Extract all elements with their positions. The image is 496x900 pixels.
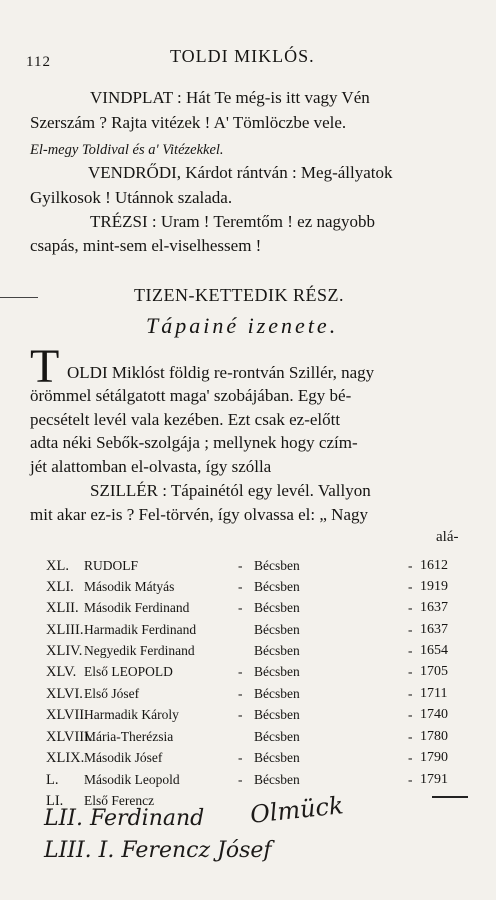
city: Bécsben [254,579,300,594]
city: Bécsben [254,558,300,573]
ruler-name: RUDOLF [84,558,139,573]
row-number: LI. [46,793,64,809]
ruler-name: Harmadik Ferdinand [84,622,197,637]
row-number: XLIV. [46,643,83,659]
table-row [46,662,466,684]
table-row [46,727,466,749]
year: 1791 [420,772,448,787]
dialogue-line: VENDRŐDI, Kárdot rántván : Meg-állyatok [88,163,393,182]
row-number: XLV. [46,664,77,680]
running-title: TOLDI MIKLÓS. [170,46,315,66]
stage-direction: El-megy Toldival és a' Vitézekkel. [30,142,224,158]
ruler-name: Negyedik Ferdinand [84,643,195,658]
ruler-name: Harmadik Károly [84,707,179,722]
row-number: XLIII. [46,622,84,638]
section-subtitle: Tápainé izenete. [146,313,339,338]
year: 1637 [420,600,448,615]
dash: - [408,772,413,787]
dash: - [408,686,413,701]
dash: - [408,643,413,658]
dash: - [238,664,243,679]
year: 1780 [420,729,448,744]
dialogue-line: Szerszám ? Rajta vitézek ! A' Tömlöczbe vele. [30,113,347,132]
drop-cap: T [30,340,60,393]
ruler-name: Második Ferdinand [84,600,190,615]
body-line: jét alattomban el-olvasta, így szólla [30,457,272,476]
dash: - [238,707,243,722]
year: 1637 [420,622,448,637]
city: Bécsben [254,707,300,722]
dash: - [238,686,243,701]
table-row [46,598,466,620]
dash: - [408,622,413,637]
dash: - [408,664,413,679]
dash: - [408,750,413,765]
city: Bécsben [254,750,300,765]
handwritten-entry: LII. Ferdinand [44,806,205,831]
city: Bécsben [254,686,300,701]
city: Bécsben [254,643,300,658]
body-line: mit akar ez-is ? Fel-törvén, így olvassa el: „ Nagy [30,505,368,524]
ruler-name: Második Leopold [84,772,180,787]
dialogue-line: TRÉZSI : Uram ! Teremtőm ! ez nagyobb [90,212,376,231]
body-line: örömmel sétálgatott maga' szobájában. Egy bé- [30,386,352,405]
year: 1919 [420,579,448,594]
row-number: XL. [46,558,69,574]
city: Bécsben [254,729,300,744]
ruler-name: Második Jósef [84,750,163,765]
city: Bécsben [254,600,300,615]
dash: - [238,772,243,787]
row-number: XLVI. [46,686,83,702]
row-number: L. [46,772,59,788]
table-row [46,684,466,706]
ruler-name: Mária-Therézsia [84,729,174,744]
city: Bécsben [254,772,300,787]
body-line: alá- [436,529,459,545]
dialogue-line: Gyilkosok ! Utánnok szalada. [30,188,233,207]
row-number: XLI. [46,579,74,595]
table-row [46,620,466,642]
dash: - [408,600,413,615]
table-row [46,577,466,599]
year: 1612 [420,558,448,573]
row-number: XLIX. [46,750,85,766]
dash: - [408,707,413,722]
row-number: XLII. [46,600,79,616]
year: 1711 [420,686,448,701]
year: 1705 [420,664,448,679]
margin-mark [0,297,38,298]
table-row [46,770,466,792]
year: 1790 [420,750,448,765]
section-title: TIZEN-KETTEDIK RÉSZ. [134,285,344,305]
dash: - [238,750,243,765]
row-number: XLVIII. [46,729,93,745]
dash: - [238,600,243,615]
body-line: OLDI Miklóst földig re-rontván Szillér, nagy [67,363,375,382]
body-line: adta néki Sebők-szolgája ; mellynek hogy czím- [30,433,358,452]
ruler-name: Második Mátyás [84,579,175,594]
dialogue-line: VINDPLAT : Hát Te még-is itt vagy Vén [90,88,370,107]
pen-stroke-icon [430,790,470,804]
table-row [46,641,466,663]
dash: - [408,729,413,744]
dash: - [238,558,243,573]
body-line: pecsételt levél vala kezében. Ezt csak ez-előtt [30,410,341,429]
dialogue-line: csapás, mint-sem el-viselhessem ! [30,236,262,255]
handwritten-place: Olmück [248,791,345,829]
year: 1740 [420,707,448,722]
row-number: XLVII. [46,707,88,723]
ruler-name: Első LEOPOLD [84,664,173,679]
page-number: 112 [26,54,51,70]
year: 1654 [420,643,448,658]
body-line: SZILLÉR : Tápainétól egy levél. Vallyon [90,481,371,500]
table-row [46,748,466,770]
city: Bécsben [254,664,300,679]
table-row [46,705,466,727]
dash: - [408,558,413,573]
dash: - [408,579,413,594]
table-row [46,556,466,578]
handwritten-entry: LIII. I. Ferencz Jósef [44,838,272,863]
ruler-name: Első Jósef [84,686,140,701]
ruler-name: Első Ferencz [84,793,155,808]
dash: - [238,579,243,594]
city: Bécsben [254,622,300,637]
